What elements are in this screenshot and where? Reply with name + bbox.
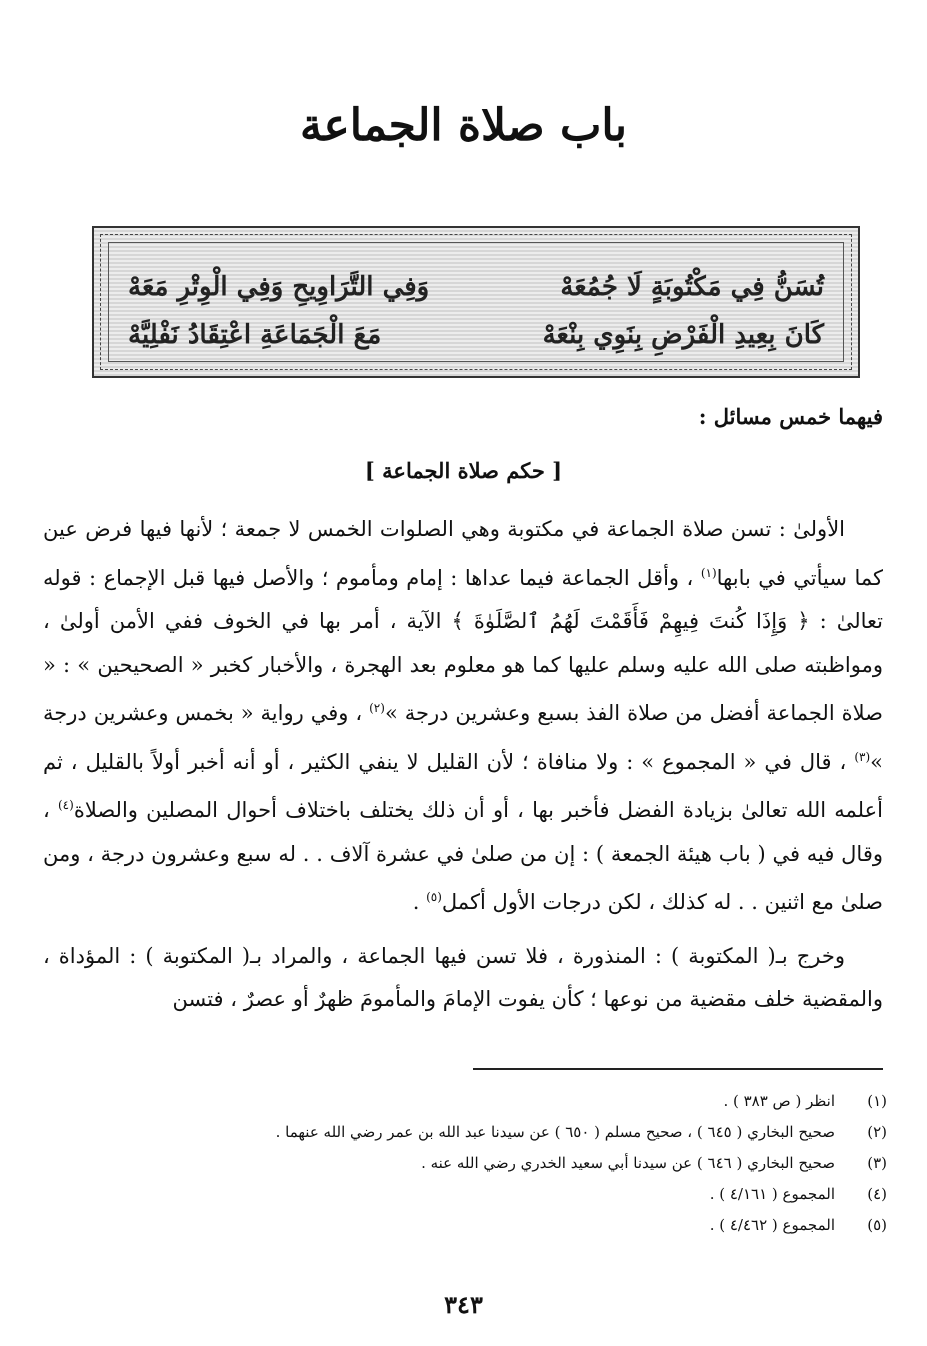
verse-line bbox=[128, 312, 824, 358]
text-run: الأولىٰ : تسن صلاة الجماعة في مكتوبة وهي الصلوات الخمس لا جمعة ؛ لأنها فيها فرض عين كما سيأتي في بابها bbox=[43, 517, 884, 590]
footnote-mark[interactable]: (٣) bbox=[854, 749, 871, 764]
verse-box bbox=[92, 226, 860, 378]
chapter-title: باب صلاة الجماعة bbox=[299, 100, 628, 151]
text-run: . bbox=[412, 890, 427, 914]
footnote-mark[interactable]: (٢) bbox=[369, 701, 385, 715]
text-run: ، قال في « المجموع » : ولا منافاة ؛ لأن القليل لا ينفي الكثير ، أو أنه أخبر أولاً بالقليل ، ثم أعلمه الله تعالىٰ بزيادة الفضل فأخبر بها ، أو أن ذلك يختلف باختلاف أحوال المصلين والصلاة bbox=[43, 749, 884, 822]
body-text bbox=[43, 508, 883, 1022]
footnote-text: صحيح البخاري ( ٦٤٥ ) ، صحيح مسلم ( ٦٥٠ ) عن سيدنا عبد الله بن عمر رضي الله عنهما . bbox=[275, 1123, 835, 1141]
verse-hemistich-right: كَانَ بِعِيدِ الْفَرْضِ بِنَوِي بِنْعَهْ bbox=[542, 320, 824, 350]
text-run: ، وفي رواية « بخمس وعشرين درجة » bbox=[43, 701, 883, 774]
verse-hemistich-right: تُسَنُّ فِي مَكْتُوبَةٍ لَا جُمُعَهْ bbox=[560, 272, 824, 302]
footnote-mark[interactable]: (١) bbox=[700, 565, 717, 580]
footnote-text: المجموع ( ٤/١٦١ ) . bbox=[709, 1185, 835, 1203]
footnote-mark[interactable]: (٥) bbox=[426, 890, 442, 904]
footnote-mark[interactable]: (٤) bbox=[57, 798, 74, 812]
footnote bbox=[187, 1086, 887, 1117]
footnote-number: (٢) bbox=[867, 1123, 887, 1141]
verse-line bbox=[128, 264, 824, 310]
footnotes-list bbox=[187, 1086, 887, 1241]
paragraph: وخرج بـ( المكتوبة ) : المنذورة ، فلا تسن فيها الجماعة ، والمراد بـ( المكتوبة ) : المؤداة ، والمقضية خلف مقضية من نوعها ؛ كأن يفوت الإمامَ والمأمومَ ظهرٌ أو عصرٌ ، فتسن bbox=[43, 943, 883, 1011]
footnote-number: (٤) bbox=[867, 1185, 887, 1203]
footnote-number: (١) bbox=[867, 1092, 887, 1110]
verse-hemistich-left: وَفِي التَّرَاوِيحِ وَفِي الْوِتْرِ مَعَهْ bbox=[128, 272, 430, 302]
footnote bbox=[187, 1210, 887, 1241]
footnote bbox=[187, 1117, 887, 1148]
page-number: ٣٤٣ bbox=[444, 1290, 483, 1319]
footnote bbox=[187, 1179, 887, 1210]
footnote-divider bbox=[473, 1068, 883, 1070]
footnote-number: (٥) bbox=[867, 1216, 887, 1234]
intro-line: فيهما خمس مسائل : bbox=[698, 404, 883, 429]
footnote-text: المجموع ( ٤/٤٦٢ ) . bbox=[709, 1216, 835, 1234]
footnote bbox=[187, 1148, 887, 1179]
paragraph bbox=[43, 508, 883, 925]
verse-hemistich-left: مَعَ الْجَمَاعَةِ اعْتِقَادُ نَفْلِيَّهْ bbox=[128, 320, 382, 350]
footnote-number: (٣) bbox=[867, 1154, 887, 1172]
footnote-text: صحيح البخاري ( ٦٤٦ ) عن سيدنا أبي سعيد الخدري رضي الله عنه . bbox=[421, 1154, 835, 1172]
text-run: ، وأقل الجماعة فيما عداها : إمام ومأموم ؛ والأصل فيها قبل الإجماع : قوله تعالىٰ : ﴿ وَإِذَا كُنتَ فِيهِمْ فَأَقَمْتَ لَهُمُ ٱلصَّلَوٰةَ ﴾ الآية ، أمر بها في الخوف ففي الأمن أولىٰ ، ومواظبته صلى الله عليه وسلم عليها كما هو معلوم بعد الهجرة ، والأخبار كخبر « الصحيحين » : « صلاة الجماعة أفضل من صلاة الفذ بسبع وعشرين درجة » bbox=[43, 565, 883, 725]
footnote-text: انظر ( ص ٣٨٣ ) . bbox=[723, 1092, 835, 1110]
text-run: ، وقال فيه في ( باب هيئة الجمعة ) : إن من صلىٰ في عشرة آلاف . . له سبع وعشرون درجة ، ومن صلىٰ مع اثنين . . له كذلك ، لكن درجات الأول أكمل bbox=[43, 798, 883, 914]
section-heading: [ حكم صلاة الجماعة ] bbox=[364, 458, 563, 483]
